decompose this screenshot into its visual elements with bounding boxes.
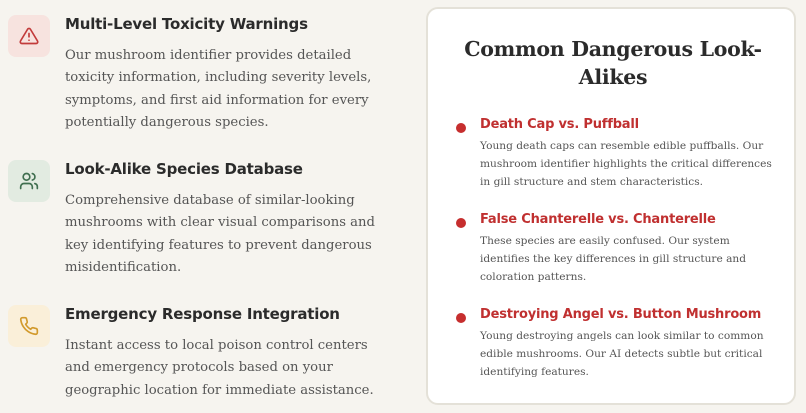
users-icon <box>19 171 39 191</box>
feature-description: Our mushroom identifier provides detailed toxicity information, including severity levels, symptoms, and first aid information for every potentially dangerous species. <box>65 48 372 130</box>
feature-title: Look-Alike Species Database <box>65 160 303 178</box>
look-alike-description: Young destroying angels can look similar to common edible mushrooms. Our AI detects subtle but critical identifying features. <box>480 330 764 378</box>
look-alike-description: These species are easily confused. Our system identifies the key differences in gill structure and coloration patterns. <box>480 235 747 283</box>
users-icon-box <box>8 160 50 202</box>
look-alike-title: False Chanterelle vs. Chanterelle <box>480 212 716 227</box>
card-title: Common Dangerous Look-Alikes <box>464 37 762 89</box>
feature-title: Emergency Response Integration <box>65 305 340 323</box>
feature-title: Multi-Level Toxicity Warnings <box>65 15 308 33</box>
warning-icon-box <box>8 15 50 57</box>
bullet-dot <box>456 313 466 323</box>
look-alike-title: Destroying Angel vs. Button Mushroom <box>480 307 762 322</box>
phone-icon-box <box>8 305 50 347</box>
look-alikes-card <box>426 7 796 405</box>
feature-description: Instant access to local poison control centers and emergency protocols based on your geographic location for immediate assistance. <box>65 338 374 398</box>
bullet-dot <box>456 218 466 228</box>
look-alike-title: Death Cap vs. Puffball <box>480 117 639 132</box>
phone-icon <box>19 316 39 336</box>
look-alike-description: Young death caps can resemble edible puffballs. Our mushroom identifier highlights the critical differences in gill structure and stem characteristics. <box>480 140 772 188</box>
feature-description: Comprehensive database of similar-looking mushrooms with clear visual comparisons and key identifying features to prevent dangerous misidentification. <box>65 193 375 275</box>
bullet-dot <box>456 123 466 133</box>
warning-triangle-icon <box>19 26 39 46</box>
